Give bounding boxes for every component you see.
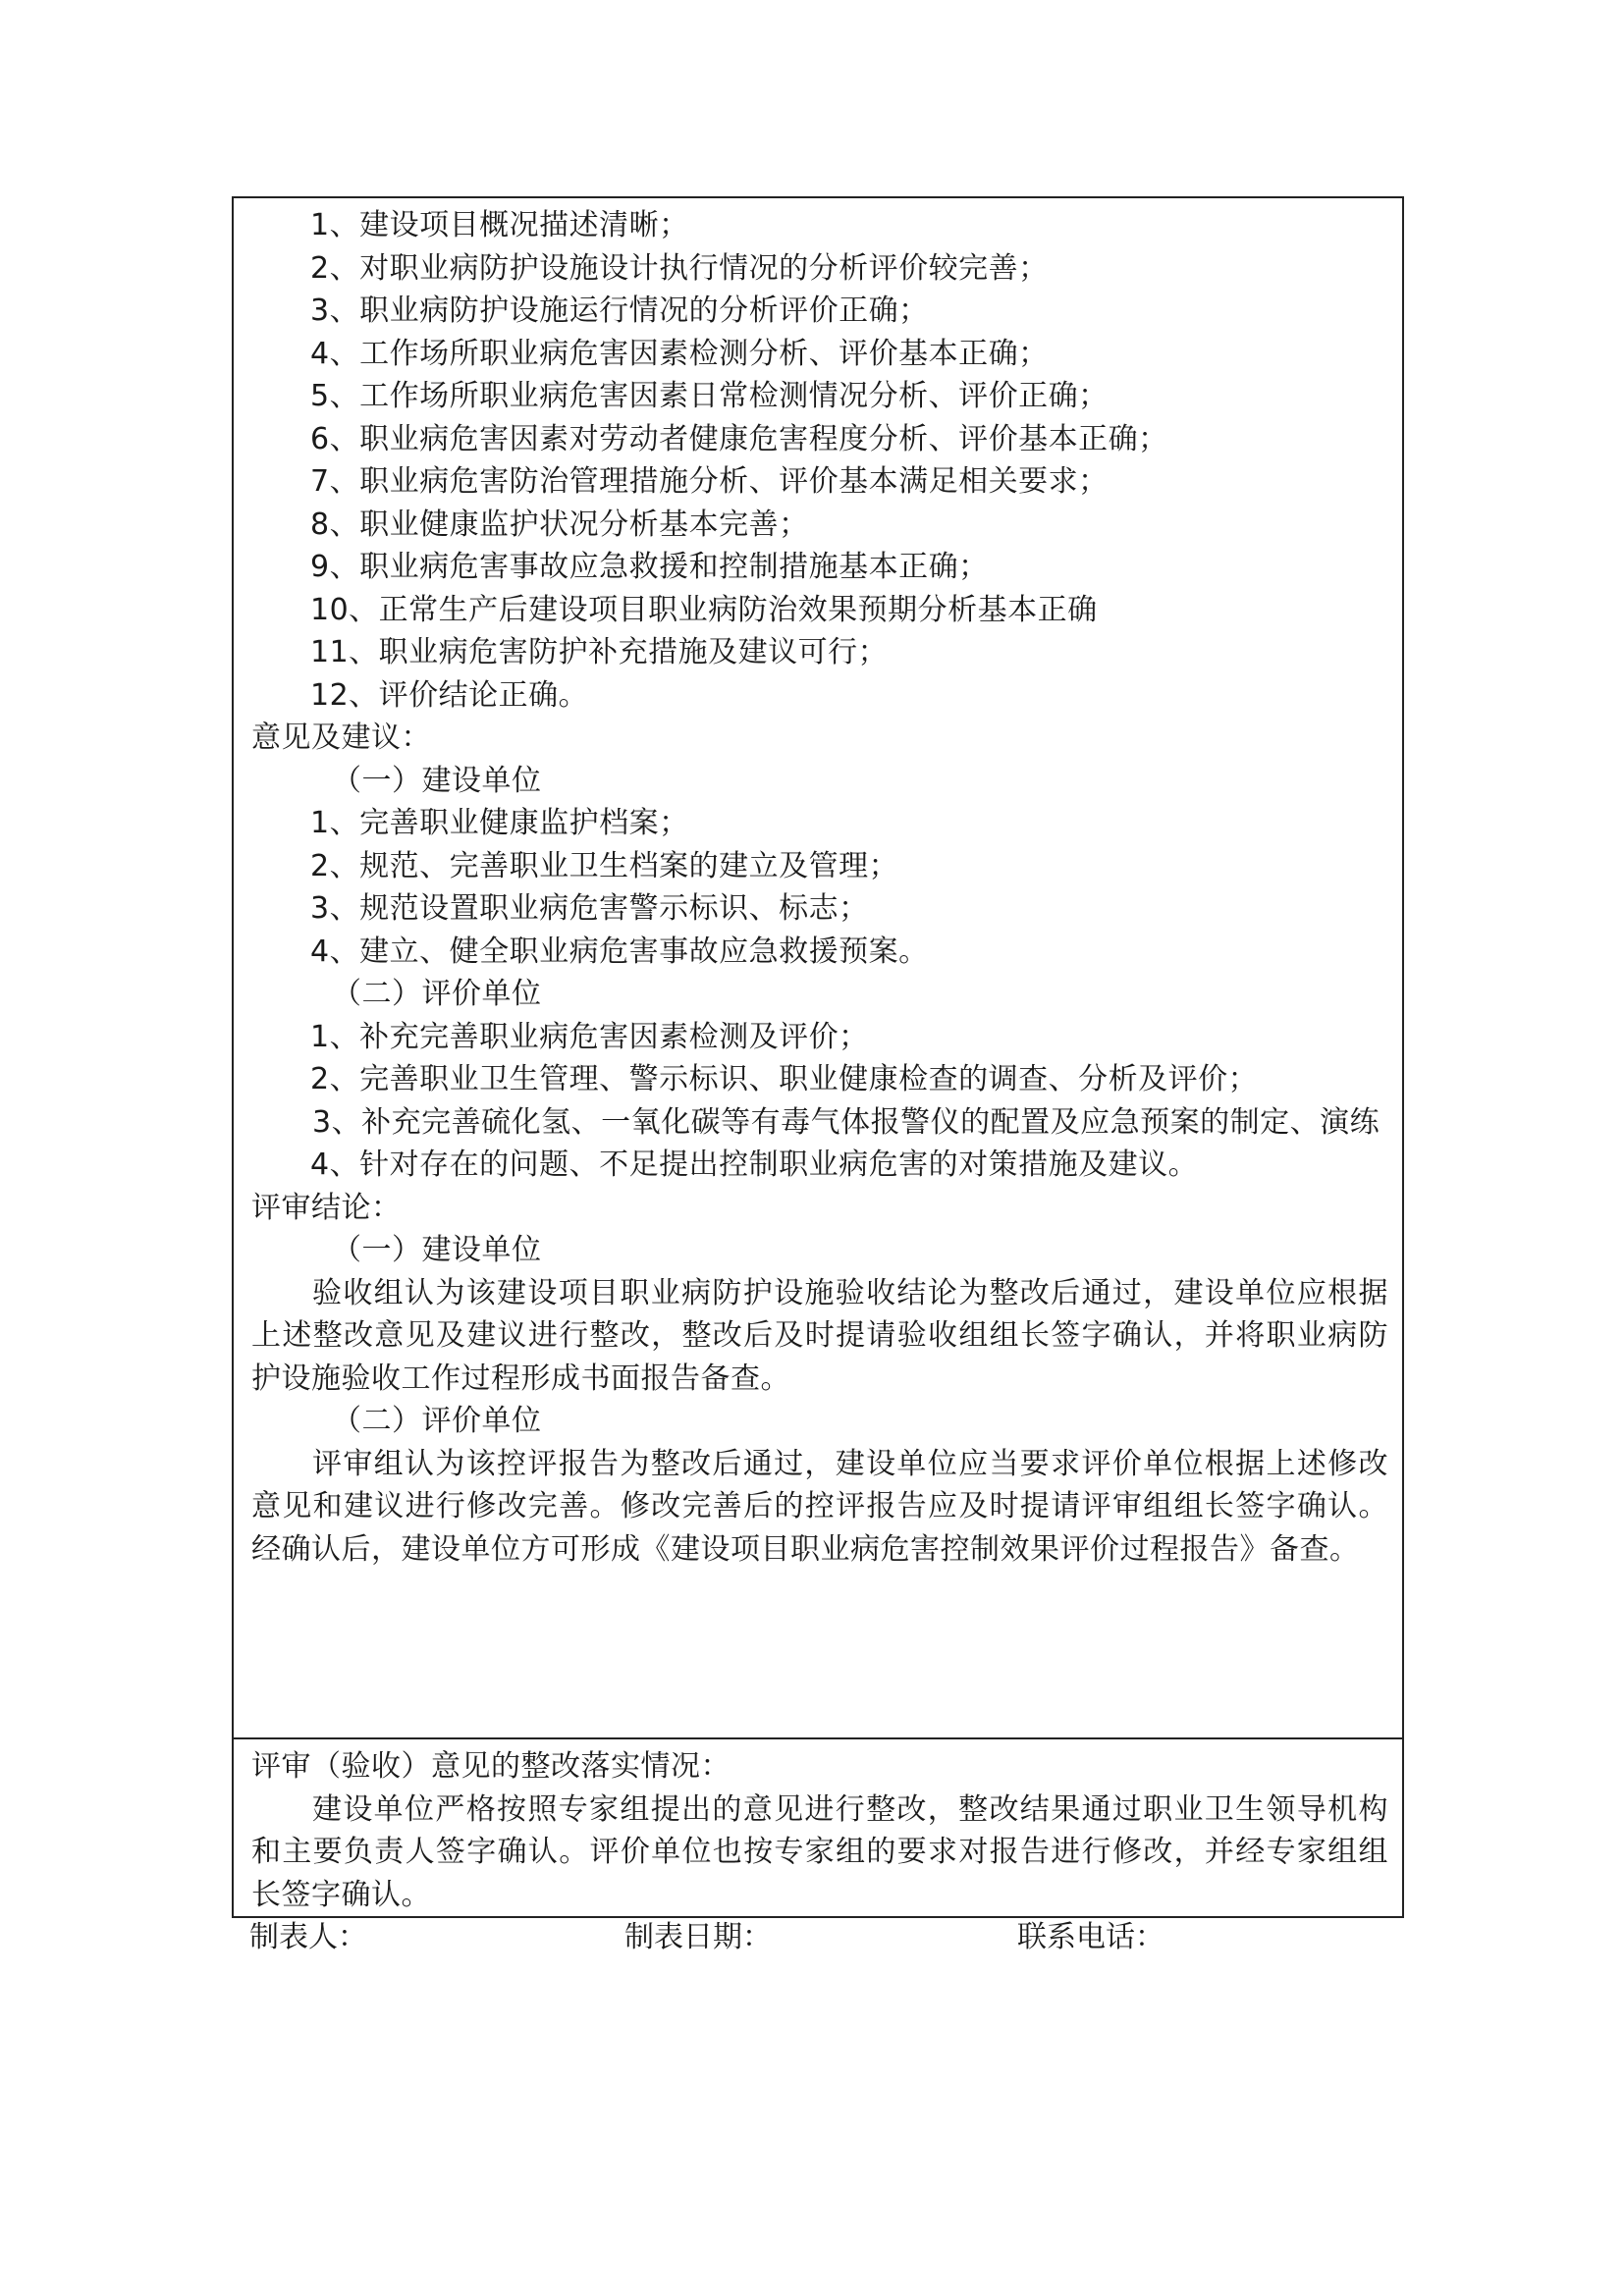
list-item: 5、工作场所职业病危害因素日常检测情况分析、评价正确； [310,379,1109,413]
conclusion-heading: 评审结论： [251,1190,402,1225]
form-footer [249,1916,1388,1959]
list-item: 3、职业病防护设施运行情况的分析评价正确； [310,294,929,328]
review-form-table [232,196,1404,1918]
preparer-label: 制表人： [249,1920,367,1954]
list-item: 4、工作场所职业病危害因素检测分析、评价基本正确； [310,336,1049,371]
list-item: 2、完善职业卫生管理、警示标识、职业健康检查的调查、分析及评价； [310,1062,1259,1096]
list-item: 7、职业病危害防治管理措施分析、评价基本满足相关要求； [310,464,1109,499]
rectification-text: 建设单位严格按照专家组提出的意见进行整改，整改结果通过职业卫生领导机构和主要负责人签字确认。评价单位也按专家组的要求对报告进行修改，并经专家组组长签字确认。 [251,1791,1388,1912]
list-item: 4、建立、健全职业病危害事故应急救援预案。 [310,934,929,969]
construction-unit-heading: （一）建设单位 [332,763,542,798]
list-item: 11、职业病危害防护补充措施及建议可行； [310,635,889,669]
rectification-cell [234,1739,1402,1916]
list-item: 8、职业健康监护状况分析基本完善； [310,507,809,542]
rectification-heading: 评审（验收）意见的整改落实情况： [251,1749,731,1784]
opinions-heading: 意见及建议： [251,721,431,755]
list-item: 3、规范设置职业病危害警示标识、标志； [310,891,869,926]
list-item: 12、评价结论正确。 [310,677,589,713]
list-item: 3、补充完善硫化氢、一氧化碳等有毒气体报警仪的配置及应急预案的制定、演练 [312,1104,1380,1140]
list-item: 6、职业病危害因素对劳动者健康危害程度分析、评价基本正确； [310,421,1168,456]
list-item: 1、完善职业健康监护档案； [310,806,689,840]
phone-label: 联系电话： [1017,1920,1164,1954]
list-item: 9、职业病危害事故应急救援和控制措施基本正确； [310,550,989,584]
evaluation-unit-heading: （二）评价单位 [332,977,542,1011]
list-item: 2、规范、完善职业卫生档案的建立及管理； [310,848,899,883]
list-item: 1、补充完善职业病危害因素检测及评价； [310,1019,869,1054]
list-item: 10、正常生产后建设项目职业病防治效果预期分析基本正确 [310,592,1098,627]
review-content-cell [234,198,1402,1739]
conclusion-construction-text: 验收组认为该建设项目职业病防护设施验收结论为整改后通过，建设单位应根据上述整改意见及建议进行整改，整改后及时提请验收组组长签字确认，并将职业病防护设施验收工作过程形成书面报告备查。 [251,1275,1388,1396]
list-item: 1、建设项目概况描述清晰； [310,208,689,242]
conclusion-evaluation-text: 评审组认为该控评报告为整改后通过，建设单位应当要求评价单位根据上述修改意见和建议进行修改完善。修改完善后的控评报告应及时提请评审组组长签字确认。经确认后，建设单位方可形成《建设项目职业病危害控制效果评价过程报告》备查。 [251,1446,1388,1567]
list-item: 2、对职业病防护设施设计执行情况的分析评价较完善； [310,250,1049,286]
conclusion-evaluation-heading: （二）评价单位 [332,1404,542,1438]
conclusion-construction-heading: （一）建设单位 [332,1233,542,1267]
list-item: 4、针对存在的问题、不足提出控制职业病危害的对策措施及建议。 [310,1148,1199,1182]
date-label: 制表日期： [624,1920,772,1954]
